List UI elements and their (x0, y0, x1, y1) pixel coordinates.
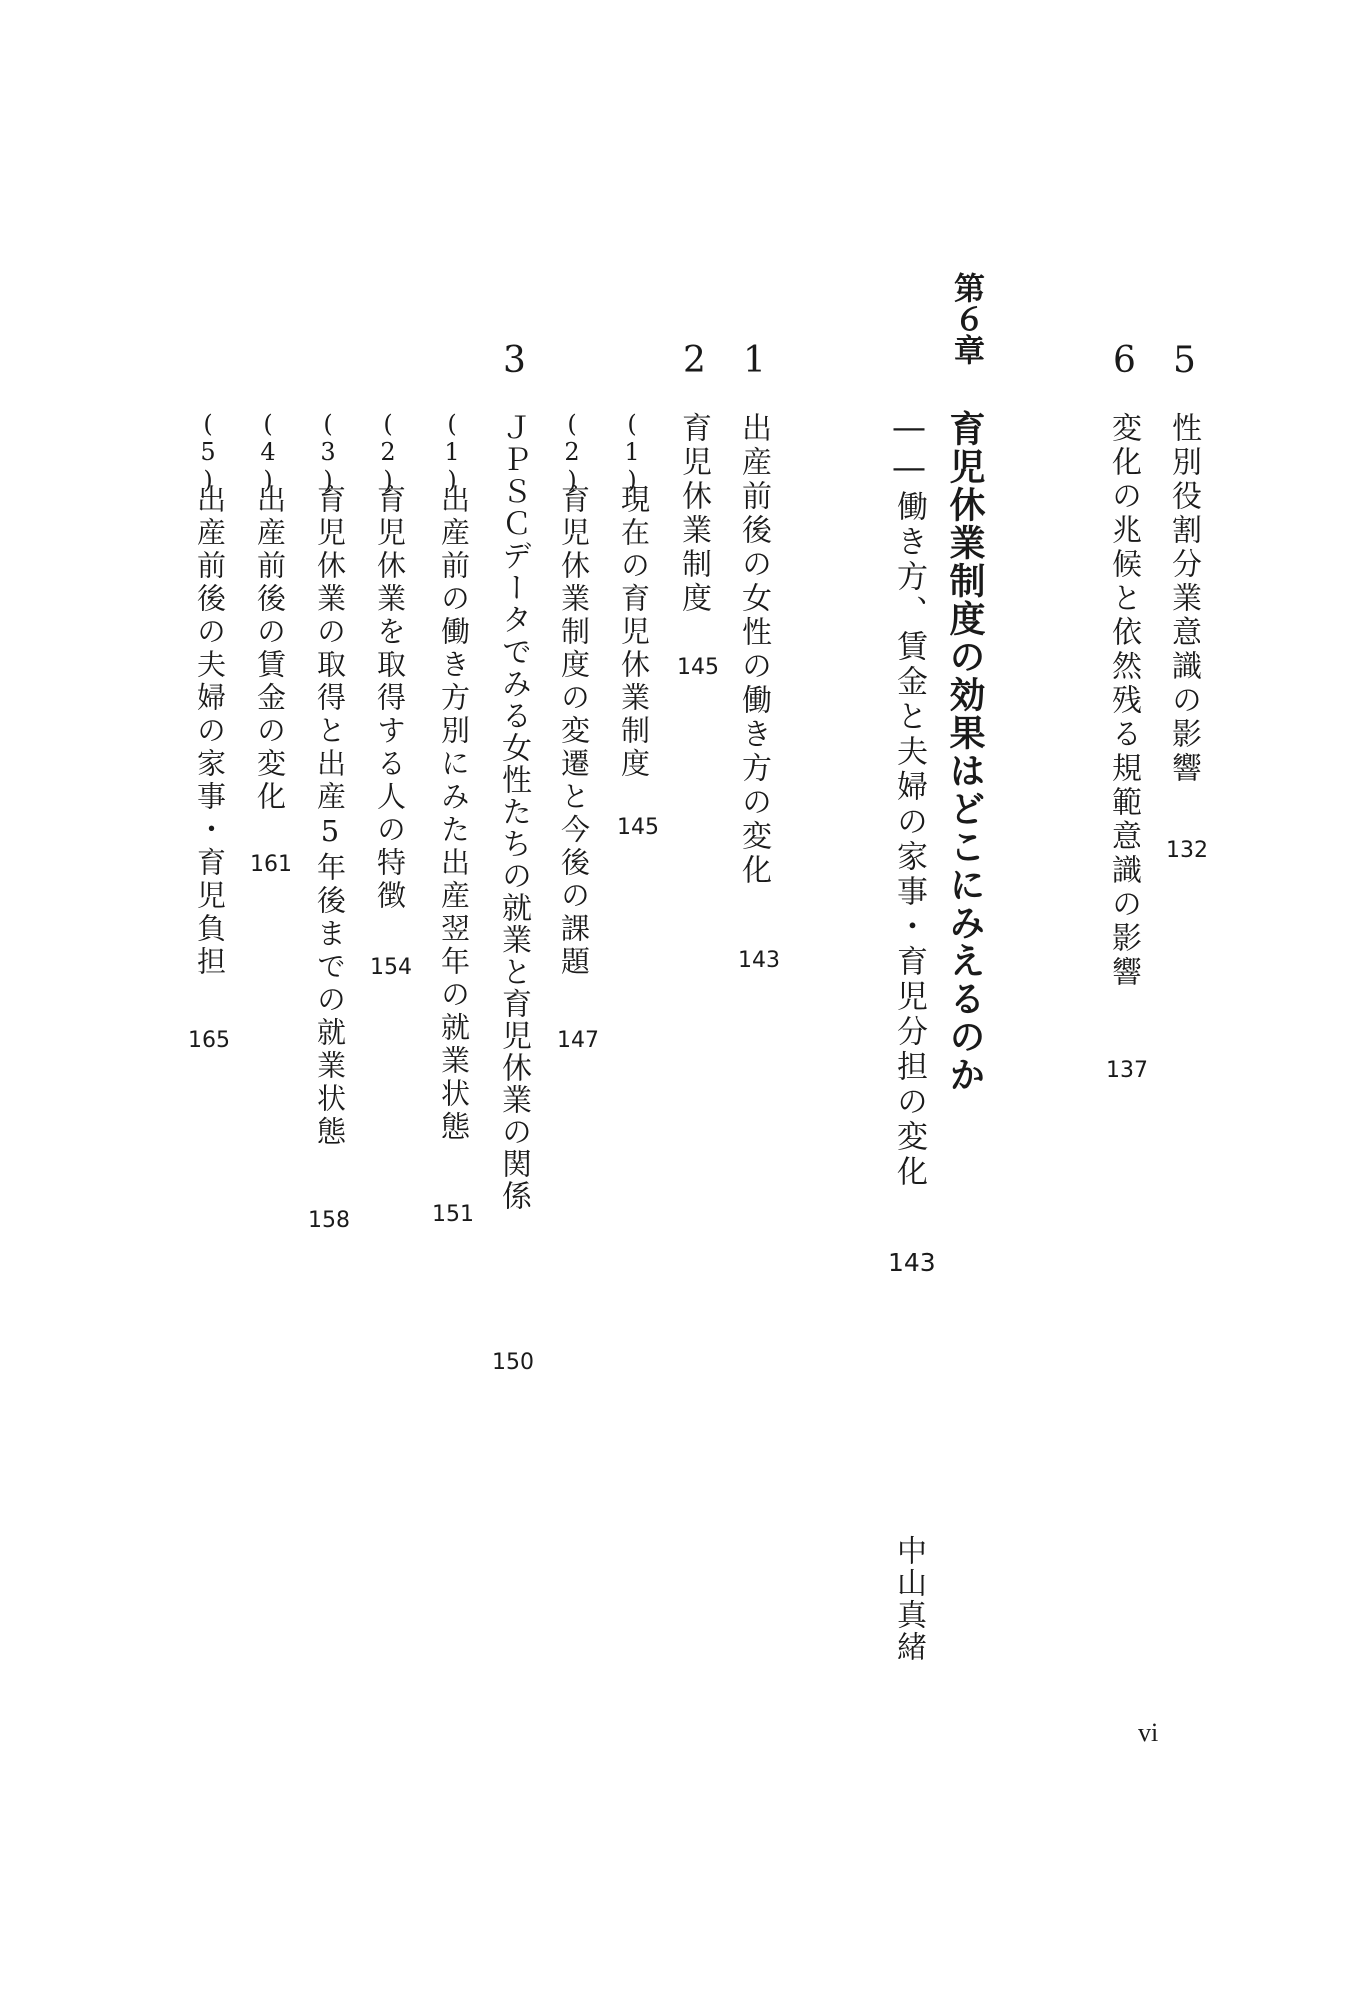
section-number: 6 (1104, 340, 1145, 381)
subsection-title: 出産前後の賃金の変化 (253, 484, 287, 814)
page-number: 154 (370, 955, 412, 980)
subsection-title: 育児休業を取得する人の特徴 (373, 484, 407, 913)
subsection-number: (2) (558, 410, 586, 494)
page-number: 137 (1106, 1058, 1148, 1083)
subsection-number: (3) (314, 410, 342, 494)
page-number: 151 (432, 1202, 474, 1227)
section-title: ＪＰＳＣデータでみる女性たちの就業と育児休業の関係 (496, 412, 531, 1212)
page-number: 165 (188, 1028, 230, 1053)
section-number: 2 (674, 340, 715, 381)
page-number: 150 (492, 1350, 534, 1375)
page-number: 147 (557, 1028, 599, 1053)
subsection-number: (5) (194, 410, 222, 494)
page-number: 132 (1166, 838, 1208, 863)
section-number: 1 (734, 340, 775, 381)
section-number: 5 (1164, 340, 1205, 381)
chapter-title: 育児休業制度の効果はどこにみえるのか (944, 410, 985, 1094)
subsection-title: 出産前の働き方別にみた出産翌年の就業状態 (437, 484, 471, 1144)
section-title: 変化の兆候と依然残る規範意識の影響 (1106, 412, 1141, 990)
subsection-number: (1) (438, 410, 466, 494)
page-number: 143 (738, 948, 780, 973)
folio-page-number: vi (1138, 1718, 1159, 1747)
section-title: 育児休業制度 (676, 412, 711, 616)
chapter-subtitle: ――働き方、賃金と夫婦の家事・育児分担の変化 (891, 410, 927, 1190)
subsection-number: (4) (254, 410, 282, 494)
section-title: 性別役割分業意識の影響 (1166, 412, 1201, 786)
chapter-author: 中山真緒 (891, 1535, 926, 1663)
page-number: 145 (617, 815, 659, 840)
page-number: 145 (677, 655, 719, 680)
chapter-page-number: 143 (888, 1248, 936, 1277)
chapter-label: 第６章 (948, 272, 984, 365)
subsection-number: (1) (618, 410, 646, 494)
subsection-title: 出産前後の夫婦の家事・育児負担 (193, 484, 227, 979)
subsection-title: 育児休業の取得と出産5年後までの就業状態 (313, 484, 347, 1149)
page-number: 161 (250, 852, 292, 877)
subsection-title: 現在の育児休業制度 (617, 484, 651, 781)
section-number: 3 (494, 340, 535, 381)
subsection-title: 育児休業制度の変遷と今後の課題 (557, 484, 591, 979)
section-title: 出産前後の女性の働き方の変化 (736, 412, 771, 888)
subsection-number: (2) (374, 410, 402, 494)
page-number: 158 (308, 1208, 350, 1233)
